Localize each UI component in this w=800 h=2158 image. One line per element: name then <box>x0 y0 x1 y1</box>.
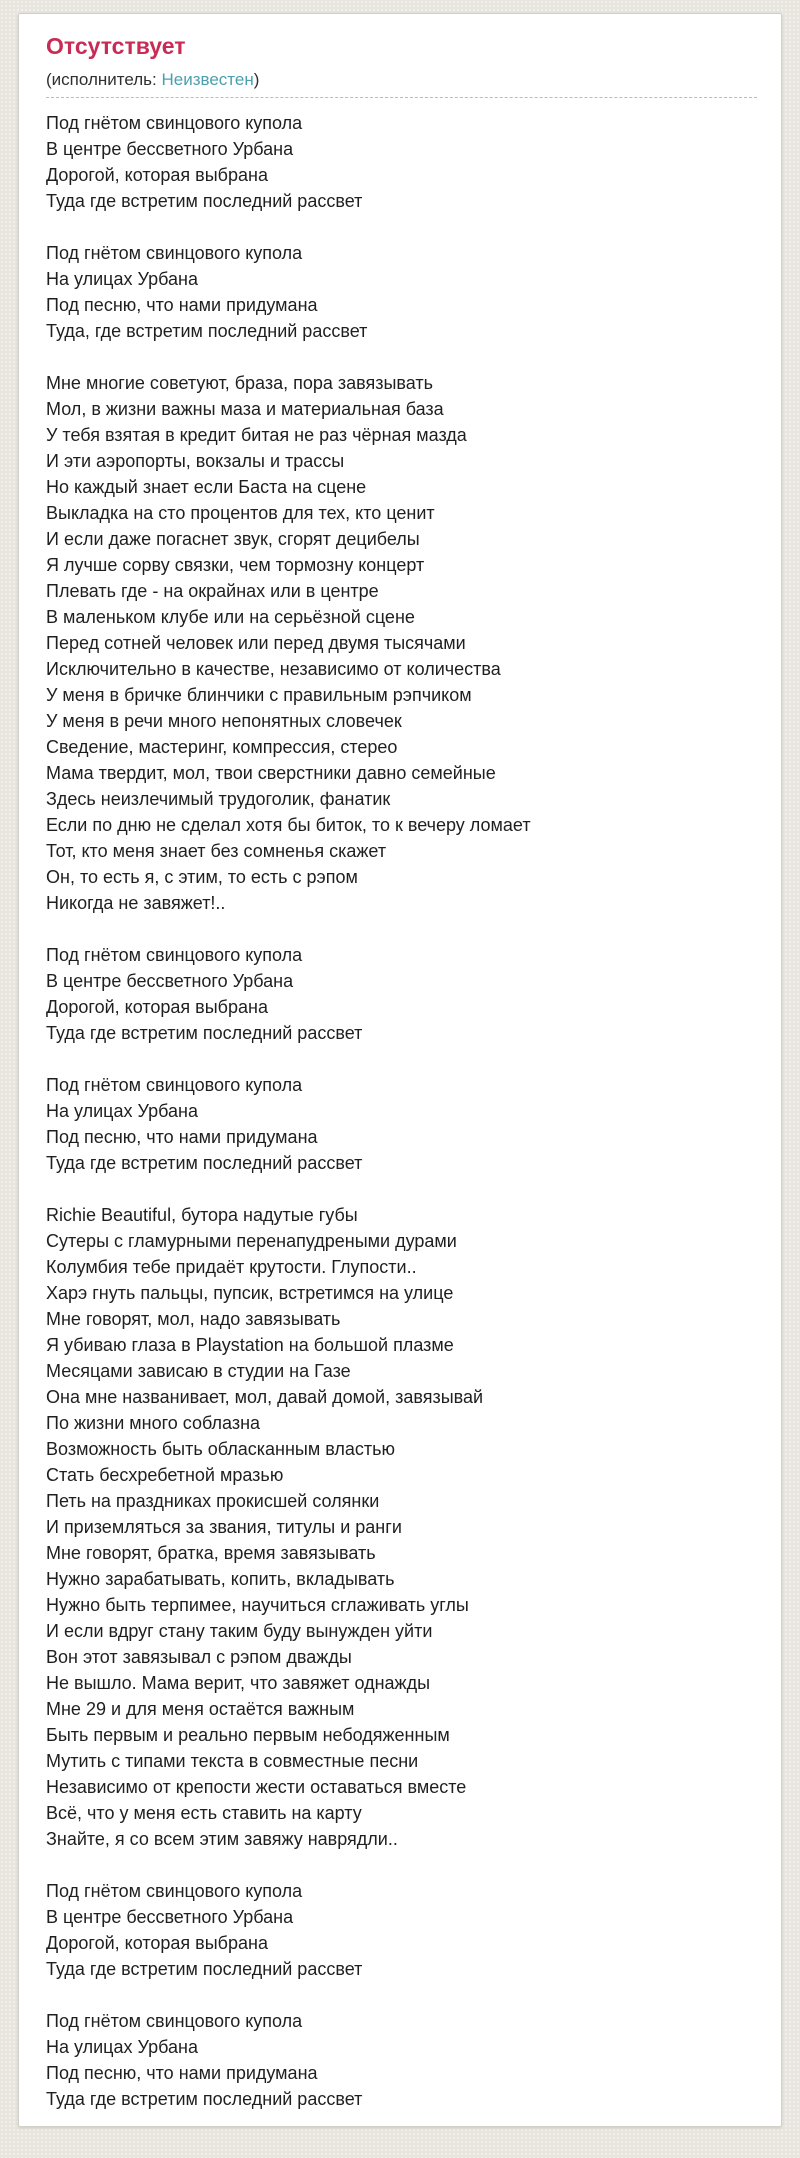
lyric-line: Туда где встретим последний рассвет <box>46 2088 363 2109</box>
lyric-line: В центре бессветного Урбана <box>46 970 294 991</box>
lyric-line: Никогда не завяжет!.. <box>46 892 226 913</box>
lyric-line: В центре бессветного Урбана <box>46 1906 294 1927</box>
lyric-line: Туда где встретим последний рассвет <box>46 190 363 211</box>
lyric-line: Под гнётом свинцового купола <box>46 1074 303 1095</box>
lyric-line: Дорогой, которая выбрана <box>46 1932 268 1953</box>
song-title: Отсутствует <box>46 33 186 59</box>
lyric-line: Под песню, что нами придумана <box>46 2062 318 2083</box>
artist-line <box>46 70 757 98</box>
lyric-line: Мутить с типами текста в совместные песни <box>46 1750 419 1771</box>
lyric-line: Стать бесхребетной мразью <box>46 1464 284 1485</box>
lyric-line: Я лучше сорву связки, чем тормозну концерт <box>46 554 425 575</box>
lyric-line: Быть первым и реально первым небодяженным <box>46 1724 450 1745</box>
lyric-line: В маленьком клубе или на серьёзной сцене <box>46 606 415 627</box>
lyric-line: И эти аэропорты, вокзалы и трассы <box>46 450 345 471</box>
lyric-line: Под гнётом свинцового купола <box>46 112 303 133</box>
lyric-line: Выкладка на сто процентов для тех, кто ценит <box>46 502 435 523</box>
lyric-line: Мол, в жизни важны маза и материальная база <box>46 398 444 419</box>
artist-label-prefix: (исполнитель: <box>46 69 162 89</box>
lyric-line: Независимо от крепости жести оставаться вместе <box>46 1776 467 1797</box>
lyric-line: У меня в бричке блинчики с правильным рэпчиком <box>46 684 472 705</box>
lyric-line: У меня в речи много непонятных словечек <box>46 710 402 731</box>
lyric-line: Туда где встретим последний рассвет <box>46 1022 363 1043</box>
lyric-line: Если по дню не сделал хотя бы биток, то к вечеру ломает <box>46 814 531 835</box>
lyric-line: Петь на праздниках прокисшей солянки <box>46 1490 380 1511</box>
lyric-line: Сутеры с гламурными перенапудреными дурами <box>46 1230 457 1251</box>
lyric-line: Туда где встретим последний рассвет <box>46 1958 363 1979</box>
artist-link[interactable]: Неизвестен <box>161 69 254 89</box>
lyric-line: Перед сотней человек или перед двумя тысячами <box>46 632 466 653</box>
lyric-line: Под гнётом свинцового купола <box>46 242 303 263</box>
lyric-line: И если вдруг стану таким буду вынужден уйти <box>46 1620 433 1641</box>
lyric-line: Знайте, я со всем этим завяжу наврядли.. <box>46 1828 398 1849</box>
lyric-line: У тебя взятая в кредит битая не раз чёрная мазда <box>46 424 467 445</box>
lyric-line: Мне 29 и для меня остаётся важным <box>46 1698 355 1719</box>
lyric-line: Исключительно в качестве, независимо от количества <box>46 658 501 679</box>
lyric-line: И если даже погаснет звук, сгорят децибелы <box>46 528 420 549</box>
stanza-chorus <box>46 1878 757 1982</box>
stanza-verse <box>46 370 757 916</box>
lyric-line: Он, то есть я, с этим, то есть с рэпом <box>46 866 358 887</box>
lyric-line: Харэ гнуть пальцы, пупсик, встретимся на улице <box>46 1282 454 1303</box>
lyric-line: Под гнётом свинцового купола <box>46 2010 303 2031</box>
lyric-line: На улицах Урбана <box>46 268 198 289</box>
lyric-line: Под гнётом свинцового купола <box>46 944 303 965</box>
lyric-line: Месяцами зависаю в студии на Газе <box>46 1360 351 1381</box>
lyric-line: Вон этот завязывал с рэпом дважды <box>46 1646 352 1667</box>
lyric-line: Нужно быть терпимее, научиться сглаживать углы <box>46 1594 469 1615</box>
lyric-line: Нужно зарабатывать, копить, вкладывать <box>46 1568 395 1589</box>
lyric-line: Но каждый знает если Баста на сцене <box>46 476 367 497</box>
stanza-chorus <box>46 2008 757 2112</box>
lyric-line: Мне говорят, братка, время завязывать <box>46 1542 376 1563</box>
lyric-line: Колумбия тебе придаёт крутости. Глупости.. <box>46 1256 417 1277</box>
lyric-line: Сведение, мастеринг, компрессия, стерео <box>46 736 398 757</box>
lyric-line: Под гнётом свинцового купола <box>46 1880 303 1901</box>
stanza-chorus <box>46 1072 757 1176</box>
lyric-line: Туда где встретим последний рассвет <box>46 1152 363 1173</box>
lyric-line: Мне говорят, мол, надо завязывать <box>46 1308 341 1329</box>
lyric-line: Здесь неизлечимый трудоголик, фанатик <box>46 788 391 809</box>
stanza-chorus <box>46 110 757 214</box>
lyrics-text <box>46 110 757 2112</box>
lyric-line: В центре бессветного Урбана <box>46 138 294 159</box>
lyric-line: Не вышло. Мама верит, что завяжет однажды <box>46 1672 431 1693</box>
lyric-line: Мама твердит, мол, твои сверстники давно семейные <box>46 762 496 783</box>
lyric-line: И приземляться за звания, титулы и ранги <box>46 1516 402 1537</box>
lyric-line: На улицах Урбана <box>46 2036 198 2057</box>
lyric-line: Тот, кто меня знает без сомненья скажет <box>46 840 387 861</box>
lyric-line: Под песню, что нами придумана <box>46 294 318 315</box>
lyric-line: Richie Beautiful, бутора надутые губы <box>46 1204 358 1225</box>
lyric-line: Туда, где встретим последний рассвет <box>46 320 368 341</box>
lyric-line: Мне многие советуют, браза, пора завязывать <box>46 372 434 393</box>
lyric-line: Дорогой, которая выбрана <box>46 164 268 185</box>
lyric-line: По жизни много соблазна <box>46 1412 261 1433</box>
lyric-line: Я убиваю глаза в Playstation на большой плазме <box>46 1334 454 1355</box>
stanza-chorus <box>46 240 757 344</box>
lyric-line: Под песню, что нами придумана <box>46 1126 318 1147</box>
stanza-verse <box>46 1202 757 1852</box>
artist-label-suffix: ) <box>253 69 260 89</box>
stanza-chorus <box>46 942 757 1046</box>
lyric-line: Она мне названивает, мол, давай домой, завязывай <box>46 1386 484 1407</box>
lyric-line: Дорогой, которая выбрана <box>46 996 268 1017</box>
lyric-line: На улицах Урбана <box>46 1100 198 1121</box>
lyric-line: Плевать где - на окрайнах или в центре <box>46 580 379 601</box>
lyrics-card <box>18 13 782 2127</box>
lyric-line: Возможность быть обласканным властью <box>46 1438 396 1459</box>
lyric-line: Всё, что у меня есть ставить на карту <box>46 1802 362 1823</box>
